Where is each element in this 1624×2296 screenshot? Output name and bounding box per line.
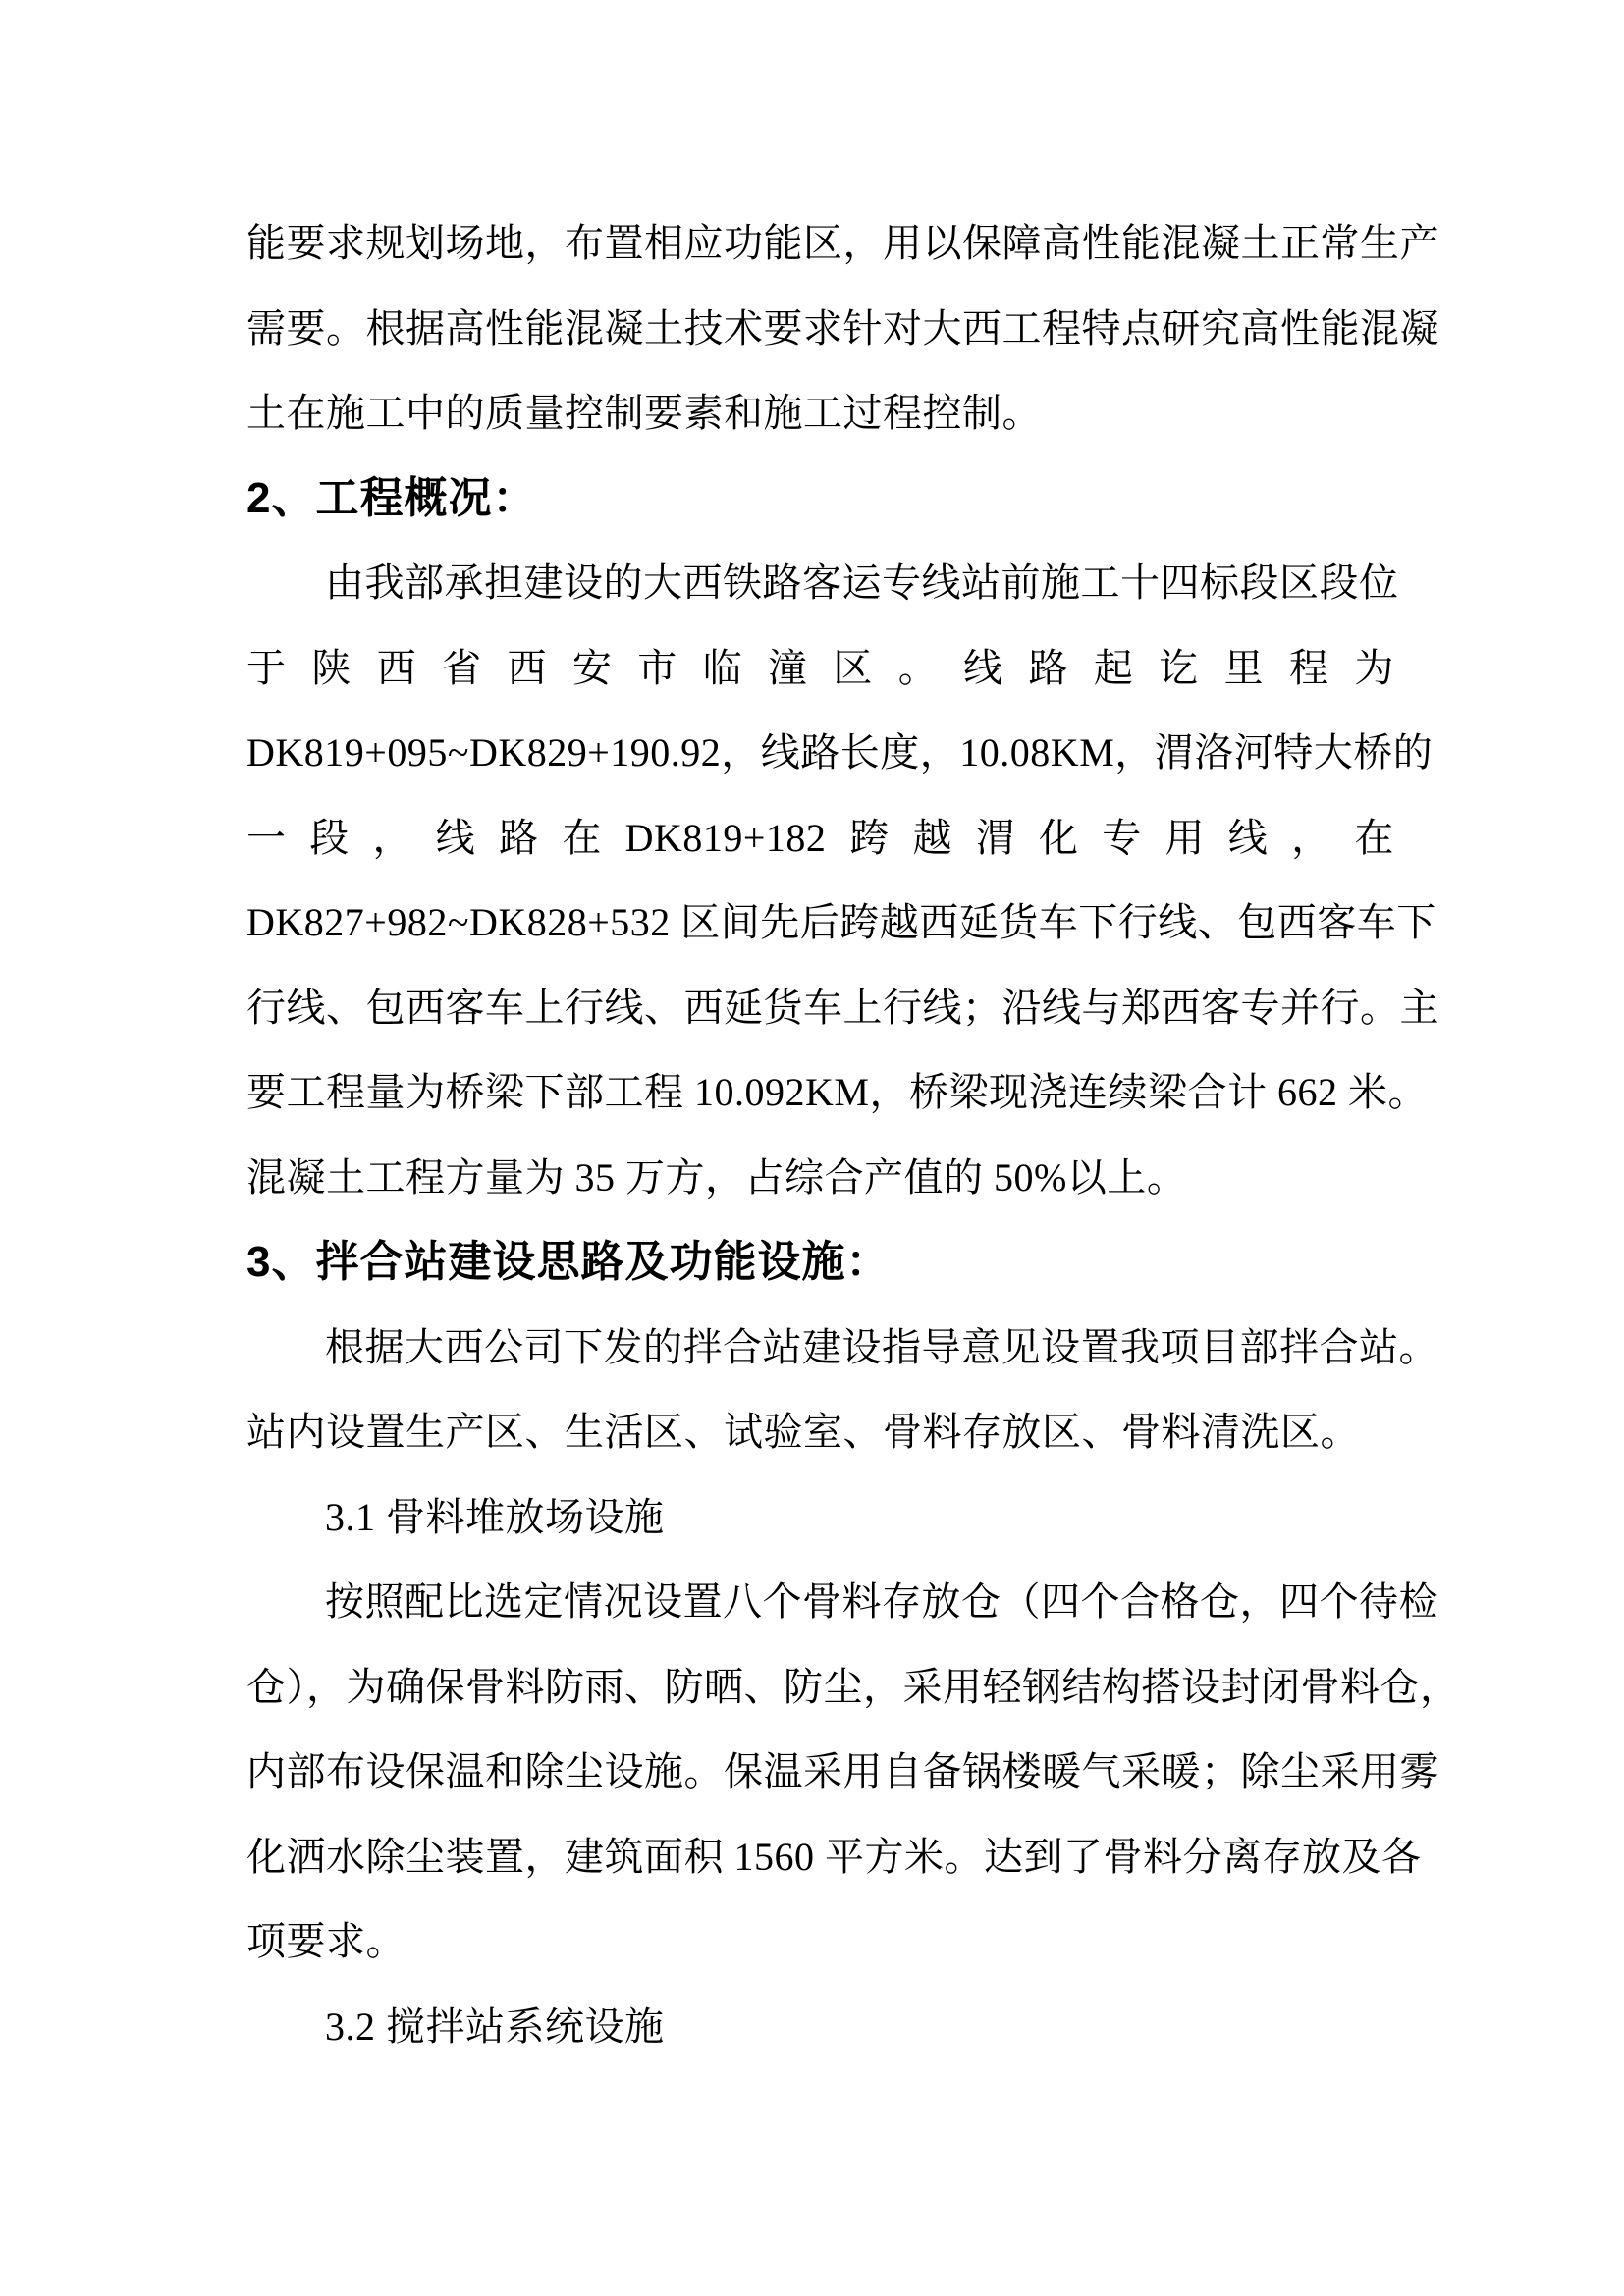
subsection-3-1-line-3: 内部布设保温和除尘设施。保温采用自备锅楼暖气采暖；除尘采用雾 (246, 1749, 1439, 1793)
section-2-line-2: 于 陕 西 省 西 安 市 临 潼 区 。 线 路 起 讫 里 程 为 (246, 645, 1394, 690)
intro-line-3: 土在施工中的质量控制要素和施工过程控制。 (246, 391, 1042, 435)
subsection-3-2-heading: 3.2 搅拌站系统设施 (325, 2003, 665, 2049)
section-2-heading: 2、工程概况： (246, 473, 537, 522)
section-2-line-7: 要工程量为桥梁下部工程 10.092KM，桥梁现浇连续梁合计 662 米。 (246, 1070, 1428, 1114)
section-3-heading: 3、拌合站建设思路及功能设施： (246, 1238, 891, 1286)
section-3-line-1: 根据大西公司下发的拌合站建设指导意见设置我项目部拌合站。 (325, 1324, 1438, 1369)
intro-line-2: 需要。根据高性能混凝土技术要求针对大西工程特点研究高性能混凝 (246, 305, 1439, 350)
section-2-line-3: DK819+095~DK829+190.92，线路长度，10.08KM，渭洛河特大桥的 (246, 730, 1434, 774)
section-2-line-1: 由我部承担建设的大西铁路客运专线站前施工十四标段区段位 (325, 561, 1399, 605)
section-2-line-6: 行线、包西客车上行线、西延货车上行线；沿线与郑西客专并行。主 (246, 985, 1439, 1030)
subsection-3-1-line-2: 仓），为确保骨料防雨、防晒、防尘，采用轻钢结构搭设封闭骨料仓， (246, 1664, 1460, 1709)
subsection-3-1-heading: 3.1 骨料堆放场设施 (325, 1494, 665, 1539)
section-2-line-4: 一 段 ， 线 路 在 DK819+182 跨 越 渭 化 专 用 线 ， 在 (246, 815, 1394, 860)
subsection-3-1-line-1: 按照配比选定情况设置八个骨料存放仓（四个合格仓，四个待检 (325, 1579, 1438, 1624)
subsection-3-1-line-5: 项要求。 (246, 1919, 406, 1963)
text-column (246, 201, 1460, 2069)
section-2-line-5: DK827+982~DK828+532 区间先后跨越西延货车下行线、包西客车下 (246, 900, 1436, 944)
intro-line-1: 能要求规划场地，布置相应功能区，用以保障高性能混凝土正常生产 (246, 221, 1439, 265)
section-3-line-2: 站内设置生产区、生活区、试验室、骨料存放区、骨料清洗区。 (246, 1410, 1360, 1454)
subsection-3-1-line-4: 化洒水除尘装置，建筑面积 1560 平方米。达到了骨料分离存放及各 (246, 1834, 1422, 1879)
section-2-line-8: 混凝土工程方量为 35 万方，占综合产值的 50%以上。 (246, 1154, 1187, 1200)
